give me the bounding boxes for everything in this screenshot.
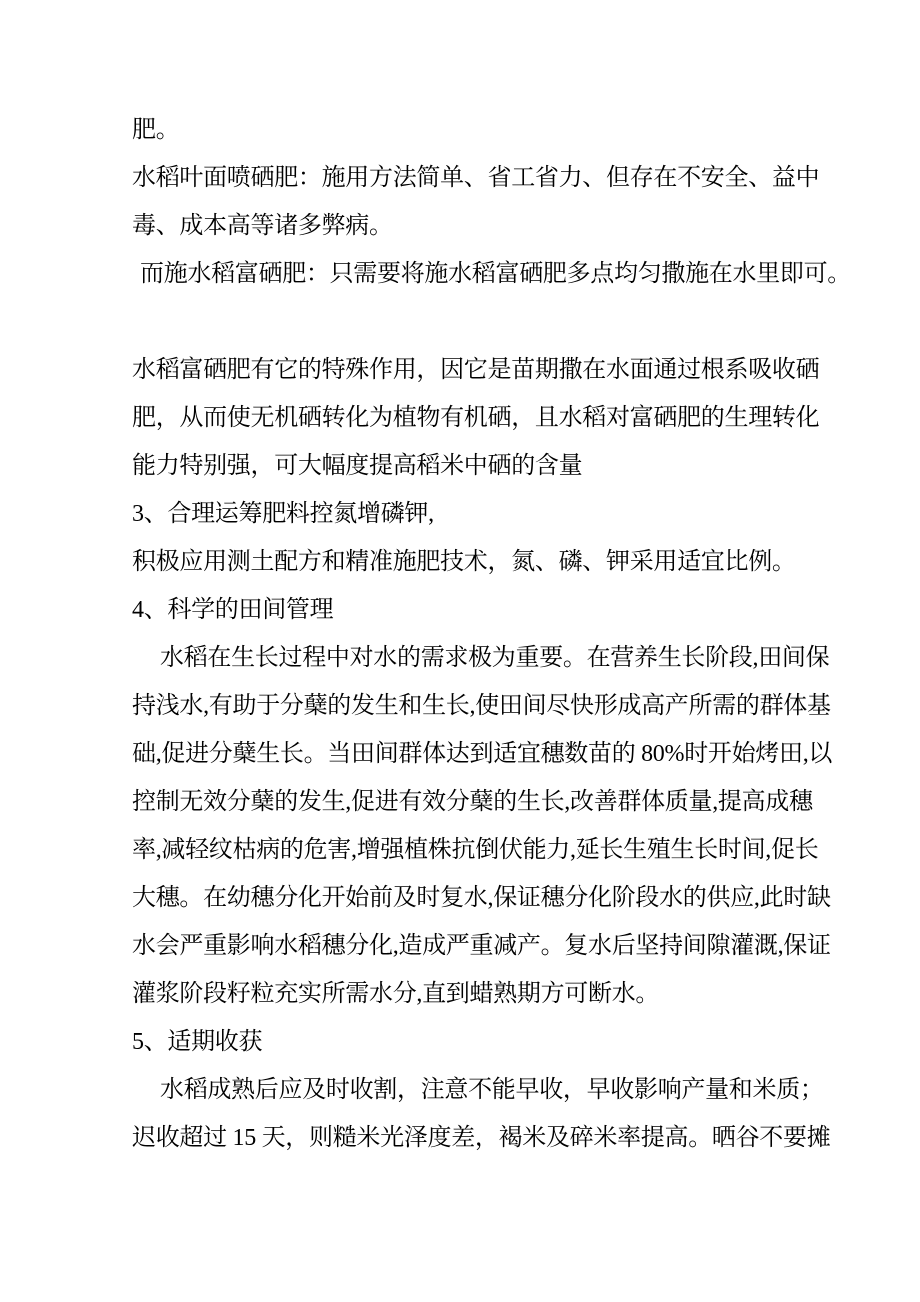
text-line-8: 能力特别强，可大幅度提高稻米中硒的含量 xyxy=(132,453,583,479)
text-line-18: 水会严重影响水稻穗分化,造成严重减产。复水后坚持间隙灌溉,保证 xyxy=(132,933,831,959)
text-line-19: 灌浆阶段籽粒充实所需水分,直到蜡熟期方可断水。 xyxy=(132,981,660,1007)
text-line-4: 而施水稻富硒肥：只需要将施水稻富硒肥多点均匀撒施在水里即可。 xyxy=(140,261,851,287)
text-line-17: 大穗。在幼穗分化开始前及时复水,保证穗分化阶段水的供应,此时缺 xyxy=(132,885,831,911)
text-line-10: 积极应用测土配方和精准施肥技术，氮、磷、钾采用适宜比例。 xyxy=(132,549,796,575)
text-line-12: 水稻在生长过程中对水的需求极为重要。在营养生长阶段,田间保 xyxy=(160,645,830,671)
text-line-7: 肥，从而使无机硒转化为植物有机硒，且水稻对富硒肥的生理转化 xyxy=(132,405,820,431)
text-line-15: 控制无效分蘖的发生,促进有效分蘖的生长,改善群体质量,提高成穗 xyxy=(132,789,813,815)
text-line-20: 5、适期收获 xyxy=(132,1029,263,1055)
text-line-13: 持浅水,有助于分蘖的发生和生长,使田间尽快形成高产所需的群体基 xyxy=(132,693,831,719)
text-line-21: 水稻成熟后应及时收割，注意不能早收，早收影响产量和米质； xyxy=(160,1077,824,1103)
document-body xyxy=(132,106,851,1162)
text-line-11: 4、科学的田间管理 xyxy=(132,597,334,623)
text-line-22: 迟收超过 15 天，则糙米光泽度差，褐米及碎米率提高。晒谷不要摊 xyxy=(132,1125,831,1151)
text-line-3: 毒、成本高等诸多弊病。 xyxy=(132,213,393,239)
text-line-14: 础,促进分蘖生长。当田间群体达到适宜穗数苗的 80%时开始烤田,以 xyxy=(132,741,833,767)
text-line-9: 3、合理运筹肥料控氮增磷钾, xyxy=(132,501,434,527)
text-line-1: 肥。 xyxy=(132,117,180,143)
text-line-6: 水稻富硒肥有它的特殊作用，因它是苗期撒在水面通过根系吸收硒 xyxy=(132,357,820,383)
text-line-2: 水稻叶面喷硒肥：施用方法简单、省工省力、但存在不安全、益中 xyxy=(132,165,820,191)
text-line-5 xyxy=(132,298,832,346)
text-line-16: 率,减轻纹枯病的危害,增强植株抗倒伏能力,延长生殖生长时间,促长 xyxy=(132,837,819,863)
